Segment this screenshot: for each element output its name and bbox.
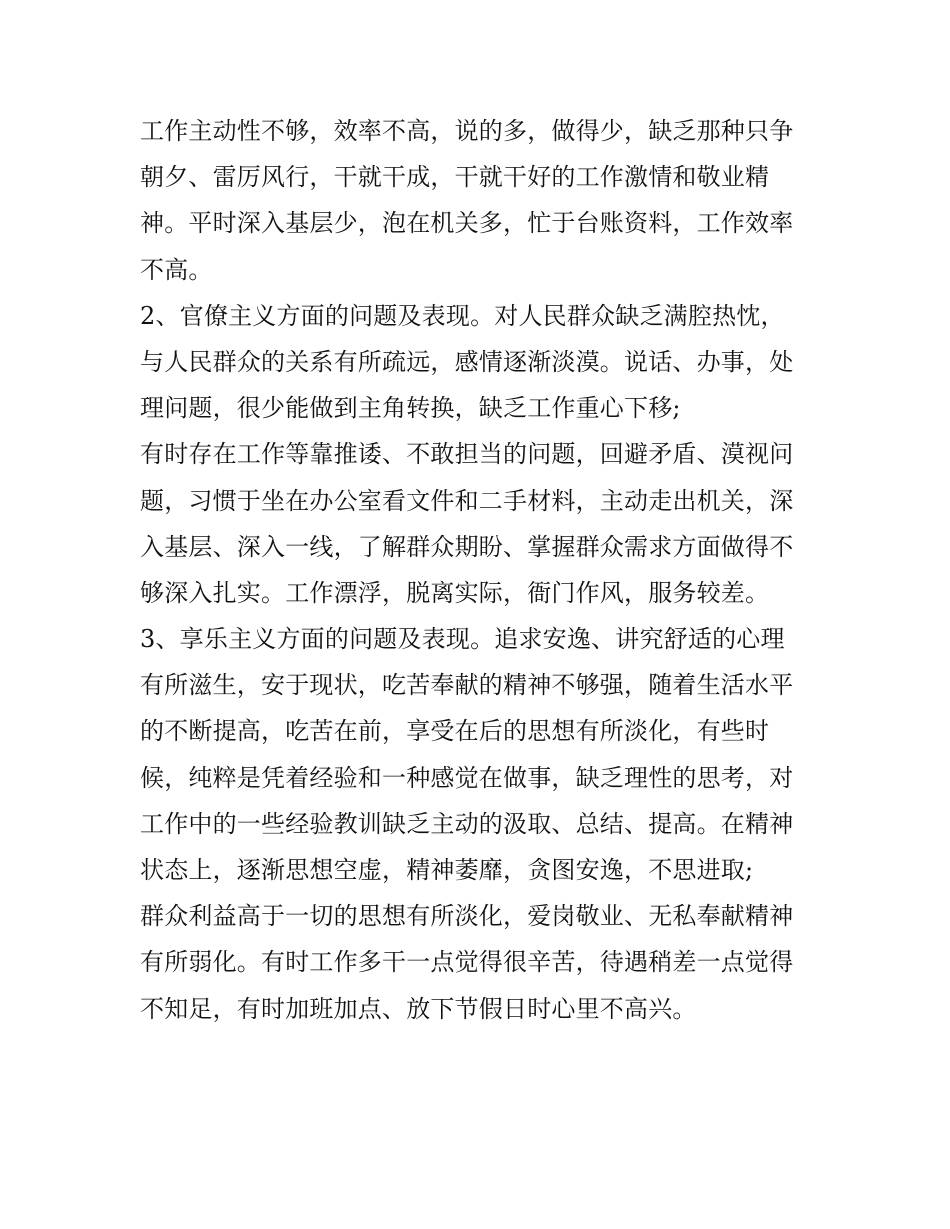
text-line: 工作主动性不够，效率不高，说的多，做得少，缺乏那种只争: [140, 117, 794, 145]
text-line: 朝夕、雷厉风行，干就干成，干就干好的工作激情和敬业精: [140, 163, 770, 192]
text-line: 不知足，有时加班加点、放下节假日时心里不高兴。: [140, 994, 697, 1023]
text-line: 够深入扎实。工作漂浮，脱离实际，衙门作风，服务较差。: [140, 578, 770, 607]
text-line: 与人民群众的关系有所疏远，感情逐渐淡漠。说话、办事，处: [140, 347, 794, 376]
text-line: 有时存在工作等靠推诿、不敢担当的问题，回避矛盾、漠视问: [140, 440, 794, 469]
text-line: 神。平时深入基层少，泡在机关多，忙于台账资料，工作效率: [140, 209, 794, 238]
text-line: 的不断提高，吃苦在前，享受在后的思想有所淡化，有些时: [140, 717, 770, 746]
text-line: 有所滋生，安于现状，吃苦奉献的精神不够强，随着生活水平: [140, 671, 794, 700]
text-line: 群众利益高于一切的思想有所淡化，爱岗敬业、无私奉献精神: [140, 902, 794, 931]
text-line: 状态上，逐渐思想空虚，精神萎靡，贪图安逸，不思进取;: [140, 856, 754, 884]
text-line: 2、官僚主义方面的问题及表现。对人民群众缺乏满腔热忱，: [140, 301, 785, 330]
text-line: 工作中的一些经验教训缺乏主动的汲取、总结、提高。在精神: [140, 809, 794, 838]
text-line: 理问题，很少能做到主角转换，缺乏工作重心下移;: [140, 394, 681, 423]
text-line: 入基层、深入一线，了解群众期盼、掌握群众需求方面做得不: [140, 532, 794, 561]
text-line: 候，纯粹是凭着经验和一种感觉在做事，缺乏理性的思考，对: [140, 763, 794, 792]
text-line: 不高。: [140, 255, 213, 284]
text-line: 有所弱化。有时工作多干一点觉得很辛苦，待遇稍差一点觉得: [140, 948, 794, 977]
text-line: 题，习惯于坐在办公室看文件和二手材料，主动走出机关，深: [140, 486, 794, 515]
document-body: [140, 108, 820, 1032]
text-line: 3、享乐主义方面的问题及表现。追求安逸、讲究舒适的心理: [140, 625, 785, 654]
